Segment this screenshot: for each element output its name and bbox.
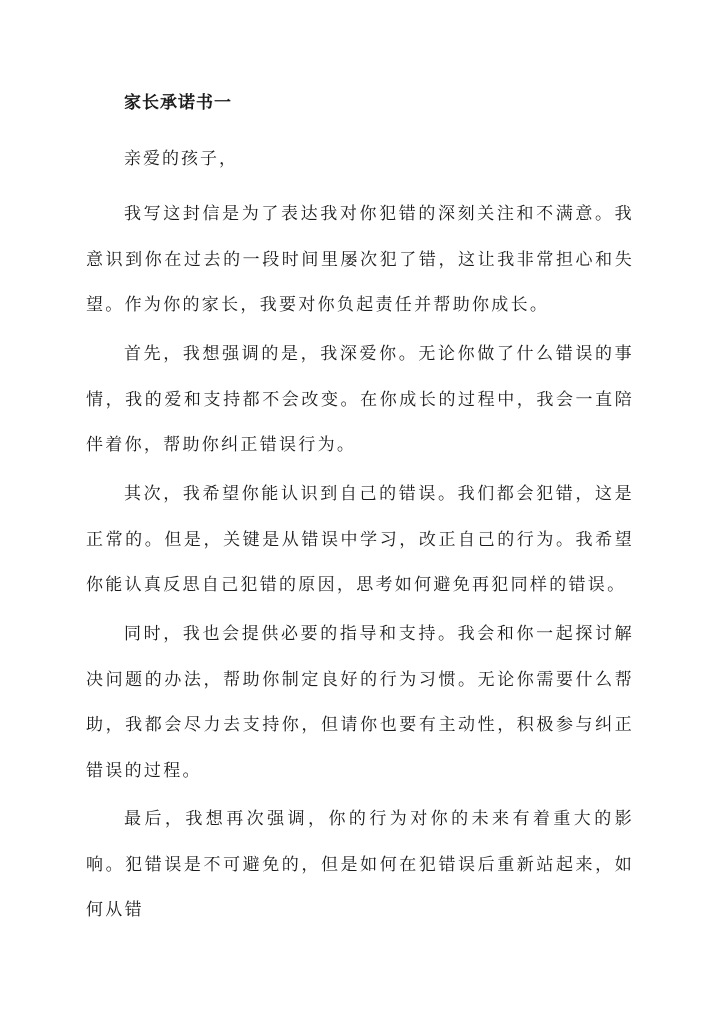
salutation: 亲爱的孩子， [124,149,238,169]
paragraph: 首先，我想强调的是，我深爱你。无论你做了什么错误的事情，我的爱和支持都不会改变。在你成长的过程中，我会一直陪伴着你，帮助你纠正错误行为。 [86,344,634,455]
document-title: 家长承诺书一 [124,93,232,113]
paragraph: 我写这封信是为了表达我对你犯错的深刻关注和不满意。我意识到你在过去的一段时间里屡次犯了错，这让我非常担心和失望。作为你的家长，我要对你负起责任并帮助你成长。 [86,204,634,315]
paragraph: 最后，我想再次强调，你的行为对你的未来有着重大的影响。犯错误是不可避免的，但是如何在犯错误后重新站起来，如何从错 [86,809,634,920]
paragraph: 其次，我希望你能认识到自己的错误。我们都会犯错，这是正常的。但是，关键是从错误中学习，改正自己的行为。我希望你能认真反思自己犯错的原因，思考如何避免再犯同样的错误。 [86,484,634,595]
paragraph: 同时，我也会提供必要的指导和支持。我会和你一起探讨解决问题的办法，帮助你制定良好的行为习惯。无论你需要什么帮助，我都会尽力去支持你，但请你也要有主动性，积极参与纠正错误的过程。 [86,624,634,781]
